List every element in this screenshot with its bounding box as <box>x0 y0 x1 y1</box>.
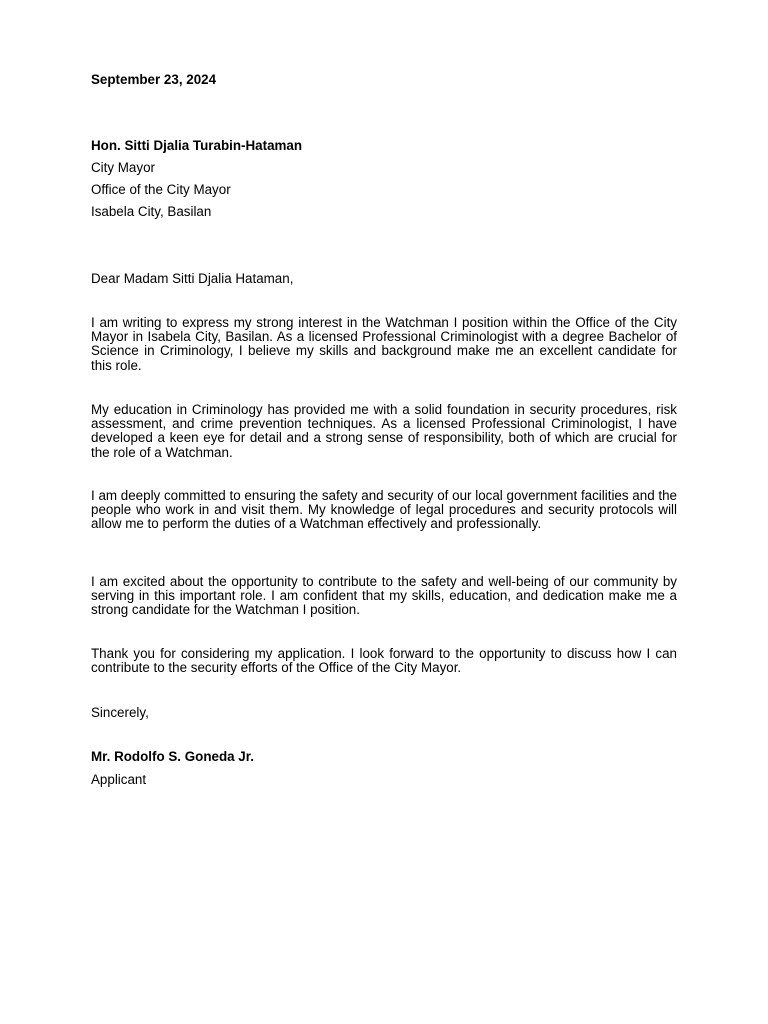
body-paragraph-5: Thank you for considering my application. I look forward to the opportunity to discuss how I can contribute to the security efforts of the Office of the City Mayor. <box>91 646 677 676</box>
recipient-title: City Mayor <box>91 160 155 175</box>
body-paragraph-3: I am deeply committed to ensuring the safety and security of our local government facilities and the people who work in and visit them. My knowledge of legal procedures and security protocols will allow me to perform the duties of a Watchman effectively and professionally. <box>91 488 677 532</box>
recipient-location: Isabela City, Basilan <box>91 204 212 219</box>
letter-date: September 23, 2024 <box>91 72 217 87</box>
recipient-office: Office of the City Mayor <box>91 182 231 197</box>
salutation: Dear Madam Sitti Djalia Hataman, <box>91 271 294 286</box>
body-paragraph-2: My education in Criminology has provided me with a solid foundation in security procedures, risk assessment, and crime prevention techniques. As a licensed Professional Criminologist, I have developed a keen eye for detail and a strong sense of responsibility, both of which are crucial for the role of a Watchman. <box>91 402 677 460</box>
recipient-name: Hon. Sitti Djalia Turabin-Hataman <box>91 138 303 153</box>
closing: Sincerely, <box>91 705 149 720</box>
body-paragraph-1: I am writing to express my strong interest in the Watchman I position within the Office of the City Mayor in Isabela City, Basilan. As a licensed Professional Criminologist with a degree Bachelor of Science in Criminology, I believe my skills and background make me an excellent candidate for this role. <box>91 315 677 373</box>
body-paragraph-4: I am excited about the opportunity to contribute to the safety and well-being of our community by serving in this important role. I am confident that my skills, education, and dedication make me a strong candidate for the Watchman I position. <box>91 574 677 618</box>
signer-role: Applicant <box>91 772 147 787</box>
signer-name: Mr. Rodolfo S. Goneda Jr. <box>91 749 254 764</box>
